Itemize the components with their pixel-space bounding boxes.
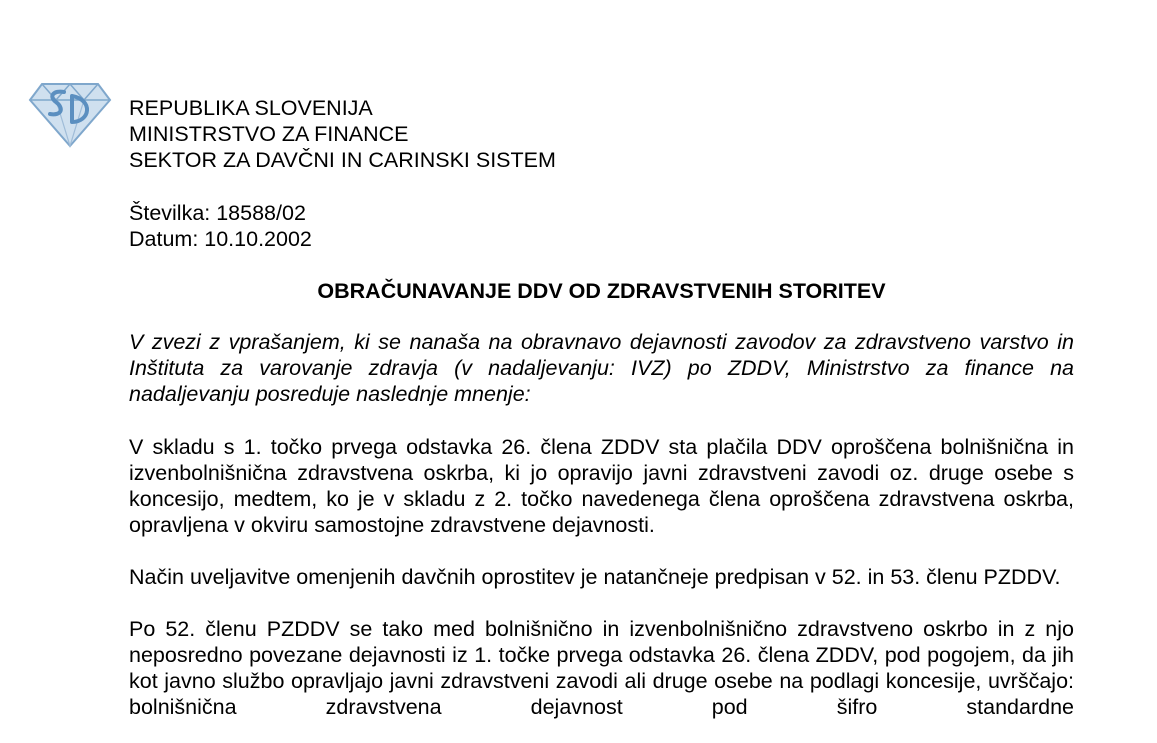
document-body: [129, 95, 1074, 720]
document-number: Številka: 18588/02: [129, 201, 306, 225]
header-line-ministry: MINISTRSTVO ZA FINANCE: [129, 122, 409, 146]
body-paragraph-1: V skladu s 1. točko prvega odstavka 26. člena ZDDV sta plačila DDV oproščena bolnišnična in izvenbolnišnična zdravstvena oskrba, ki jo opravijo javni zdravstveni zavodi oz. druge osebe s koncesijo, medtem, ko je v skladu z 2. točko navedenega člena oproščena zdravstvena oskrba, opravljena v okviru samostojne zdravstvene dejavnosti.: [129, 435, 1074, 537]
body-paragraph-2: Način uveljavitve omenjenih davčnih oprostitev je natančneje predpisan v 52. in 53. členu PZDDV.: [129, 565, 1061, 589]
document-date: Datum: 10.10.2002: [129, 227, 312, 251]
header-line-sector: SEKTOR ZA DAVČNI IN CARINSKI SISTEM: [129, 148, 556, 172]
header-line-republic: REPUBLIKA SLOVENIJA: [129, 96, 373, 120]
ministry-logo-icon: [28, 78, 112, 150]
body-paragraph-3: Po 52. členu PZDDV se tako med bolnišnično in izvenbolnišnično zdravstveno oskrbo in z njo neposredno povezane dejavnosti iz 1. točke prvega odstavka 26. člena ZDDV, pod pogojem, da jih kot javno službo opravljajo javni zdravstveni zavodi ali druge osebe na podlagi koncesije, uvrščajo: bolnišnična zdravstvena dejavnost pod šifro standardne: [129, 617, 1074, 719]
intro-paragraph: V zvezi z vprašanjem, ki se nanaša na obravnavo dejavnosti zavodov za zdravstveno varstvo in Inštituta za varovanje zdravja (v nadaljevanju: IVZ) po ZDDV, Ministrstvo za finance na nadaljevanju posreduje naslednje mnenje:: [129, 330, 1074, 406]
document-title: OBRAČUNAVANJE DDV OD ZDRAVSTVENIH STORITEV: [317, 279, 886, 303]
